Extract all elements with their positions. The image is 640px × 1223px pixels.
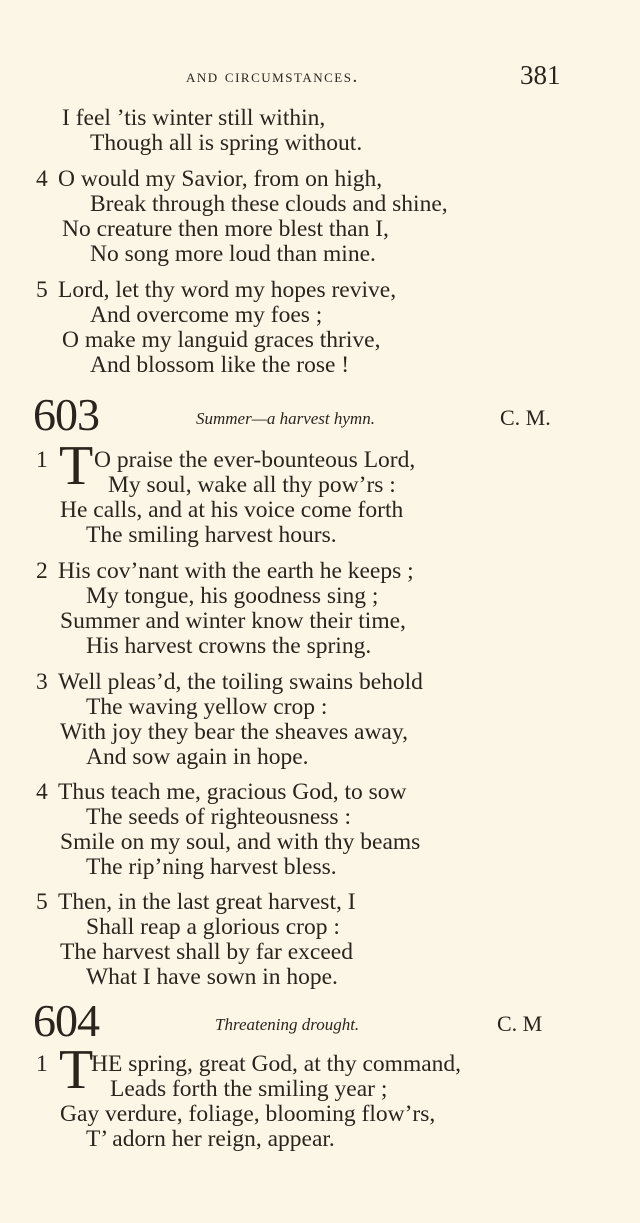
verse-line: Then, in the last great harvest, I [58,889,356,915]
verse-line: No creature then more blest than I, [62,216,389,242]
verse-line: Shall reap a glorious crop : [86,914,340,940]
hymn-meter: C. M [497,1011,543,1036]
verse-line: My soul, wake all thy pow’rs : [108,472,396,498]
verse-line: He calls, and at his voice come forth [60,497,404,523]
verse-line: With joy they bear the sheaves away, [60,719,408,745]
verse-line: I feel ’tis winter still within, [62,105,326,131]
verse-line: T’ adorn her reign, appear. [86,1126,335,1152]
verse-line: The harvest shall by far exceed [60,939,353,965]
stanza-3 [36,668,423,696]
verse-line: Gay verdure, foliage, blooming flow’rs, [60,1101,436,1127]
hymn-number: 604 [33,995,99,1046]
verse-line: O make my languid graces thrive, [62,327,381,353]
verse-line: And blossom like the rose ! [90,352,350,378]
stanza-number: 2 [36,558,48,584]
stanza-number: 5 [36,889,48,915]
drop-cap: T [59,435,94,497]
hymn-title: Summer—a harvest hymn. [196,409,375,428]
verse-line: O would my Savior, from on high, [58,166,383,192]
verse-line: My tongue, his goodness sing ; [86,583,379,609]
stanza-number: 1 [36,447,48,473]
verse-line: And sow again in hope. [86,744,309,770]
verse-line: Leads forth the smiling year ; [110,1076,388,1102]
stanza-number: 4 [36,166,48,192]
hymn-title: Threatening drought. [215,1015,360,1034]
verse-line: O praise the ever-bounteous Lord, [94,447,416,473]
verse-line: What I have sown in hope. [86,964,338,990]
stanza-4 [36,165,382,193]
verse-line: The smiling harvest hours. [86,522,337,548]
verse-line: His cov’nant with the earth he keeps ; [58,558,414,584]
verse-line: Lord, let thy word my hopes revive, [58,277,397,303]
verse-line: Thus teach me, gracious God, to sow [58,779,407,805]
drop-cap: T [59,1039,94,1101]
verse-line: The seeds of righteousness : [86,804,351,830]
stanza-5 [36,276,396,304]
hymn-number: 603 [33,389,99,440]
verse-line: Summer and winter know their time, [60,608,406,634]
running-header: and circumstances. [186,66,359,87]
stanza-5 [36,888,356,916]
stanza-number: 5 [36,277,48,303]
verse-line: Smile on my soul, and with thy beams [60,829,421,855]
verse-line: The rip’ning harvest bless. [86,854,337,880]
stanza-number: 1 [36,1051,48,1077]
verse-line: Though all is spring without. [90,130,363,156]
stanza-4 [36,778,407,806]
verse-line: HE spring, great God, at thy command, [91,1051,462,1077]
verse-line: And overcome my foes ; [90,302,323,328]
stanza-number: 3 [36,669,48,695]
verse-line: His harvest crowns the spring. [86,633,372,659]
stanza-number: 4 [36,779,48,805]
hymn-meter: C. M. [500,405,551,430]
verse-line: Well pleas’d, the toiling swains behold [58,669,423,695]
verse-line: The waving yellow crop : [86,694,328,720]
verse-line: No song more loud than mine. [90,241,376,267]
page-number: 381 [520,60,561,90]
verse-line: Break through these clouds and shine, [90,191,448,217]
stanza-2 [36,557,414,585]
